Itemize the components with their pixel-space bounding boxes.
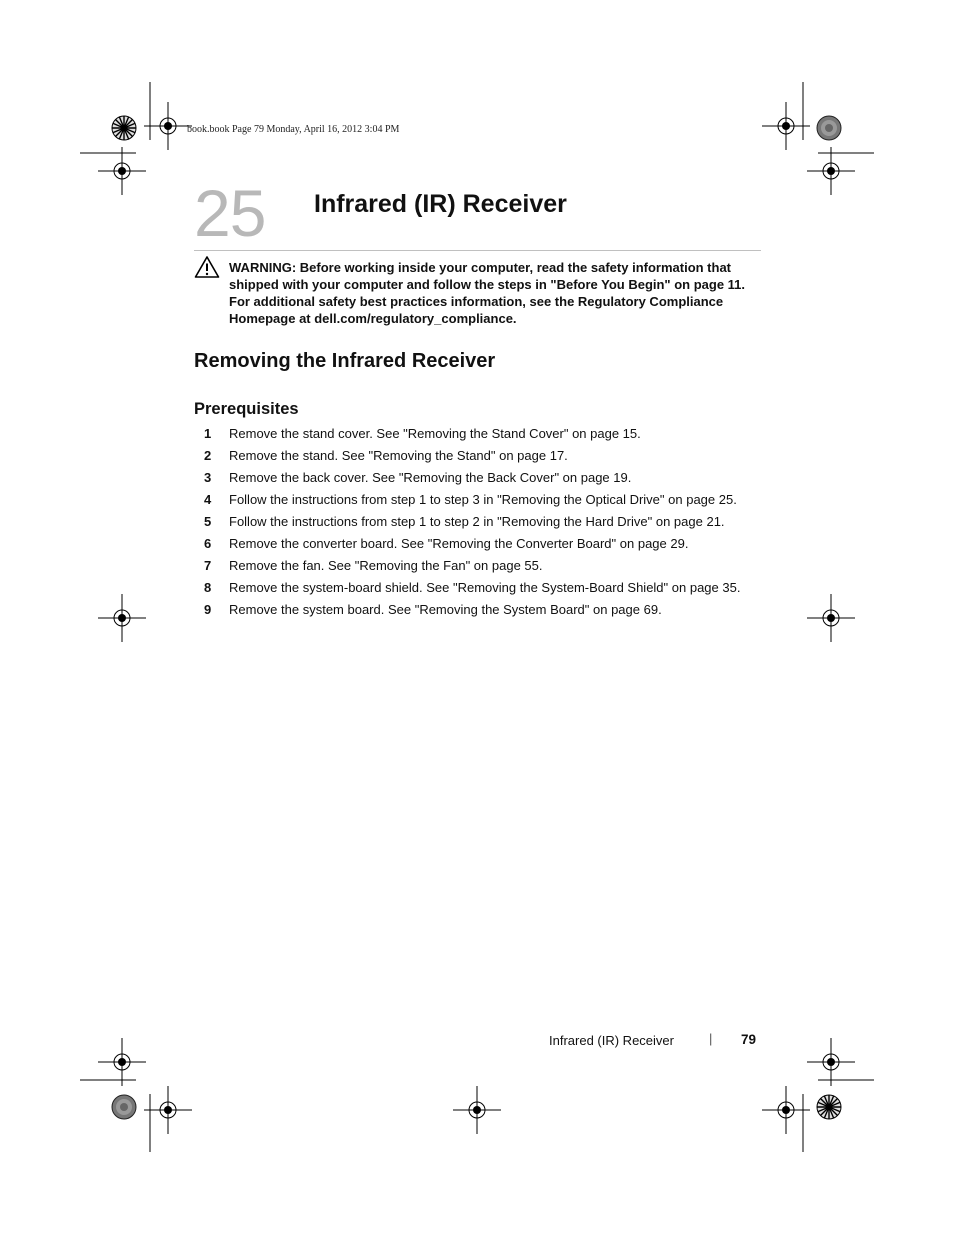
footer-separator: | <box>709 1031 713 1046</box>
list-item <box>194 469 764 486</box>
registration-mark-top-left <box>80 82 192 195</box>
warning-text: WARNING: Before working inside your computer, read the safety information that shipped with your computer and follow the steps in "Before You Begin" on page 11. For additional safety best practices information, see the Regulatory Compliance Homepage at dell.com/regulatory_compliance. <box>229 260 746 326</box>
warning-icon <box>194 255 220 284</box>
step-number: 6 <box>204 536 212 551</box>
print-slug: book.book Page 79 Monday, April 16, 2012 3:04 PM <box>187 124 400 135</box>
step-text: Remove the system-board shield. See "Removing the System-Board Shield" on page 35. <box>229 580 741 595</box>
list-item <box>194 601 764 618</box>
footer-chapter-title: Infrared (IR) Receiver <box>549 1033 674 1048</box>
step-text: Remove the back cover. See "Removing the Back Cover" on page 19. <box>229 470 632 485</box>
registration-mark-mid-left <box>98 594 146 642</box>
registration-mark-bottom-center <box>453 1086 501 1134</box>
step-text: Remove the system board. See "Removing the System Board" on page 69. <box>229 602 662 617</box>
chapter-title: Infrared (IR) Receiver <box>314 190 567 218</box>
step-number: 5 <box>204 514 212 529</box>
list-item <box>194 557 764 574</box>
list-item <box>194 425 764 442</box>
registration-mark-top-right <box>762 82 874 195</box>
step-number: 3 <box>204 470 212 485</box>
step-number: 4 <box>204 492 212 507</box>
chapter-rule <box>194 250 761 251</box>
step-text: Follow the instructions from step 1 to step 3 in "Removing the Optical Drive" on page 25. <box>229 492 737 507</box>
list-item <box>194 447 764 464</box>
step-number: 1 <box>204 426 212 441</box>
step-number: 9 <box>204 602 212 617</box>
step-number: 7 <box>204 558 212 573</box>
list-item <box>194 535 764 552</box>
step-text: Follow the instructions from step 1 to step 2 in "Removing the Hard Drive" on page 21. <box>229 514 725 529</box>
list-item <box>194 513 764 530</box>
registration-mark-mid-right <box>807 594 855 642</box>
step-text: Remove the converter board. See "Removing the Converter Board" on page 29. <box>229 536 689 551</box>
chapter-number: 25 <box>194 176 266 250</box>
registration-mark-bottom-right <box>762 1038 874 1152</box>
list-item <box>194 579 764 596</box>
step-number: 8 <box>204 580 212 595</box>
prerequisite-steps <box>194 425 764 623</box>
page-number: 79 <box>741 1032 757 1047</box>
registration-mark-bottom-left <box>80 1038 192 1152</box>
section-title: Removing the Infrared Receiver <box>194 350 496 372</box>
list-item <box>194 491 764 508</box>
step-text: Remove the stand cover. See "Removing the Stand Cover" on page 15. <box>229 426 641 441</box>
step-text: Remove the fan. See "Removing the Fan" on page 55. <box>229 558 543 573</box>
section-subtitle: Prerequisites <box>194 400 299 418</box>
step-number: 2 <box>204 448 212 463</box>
step-text: Remove the stand. See "Removing the Stand" on page 17. <box>229 448 568 463</box>
